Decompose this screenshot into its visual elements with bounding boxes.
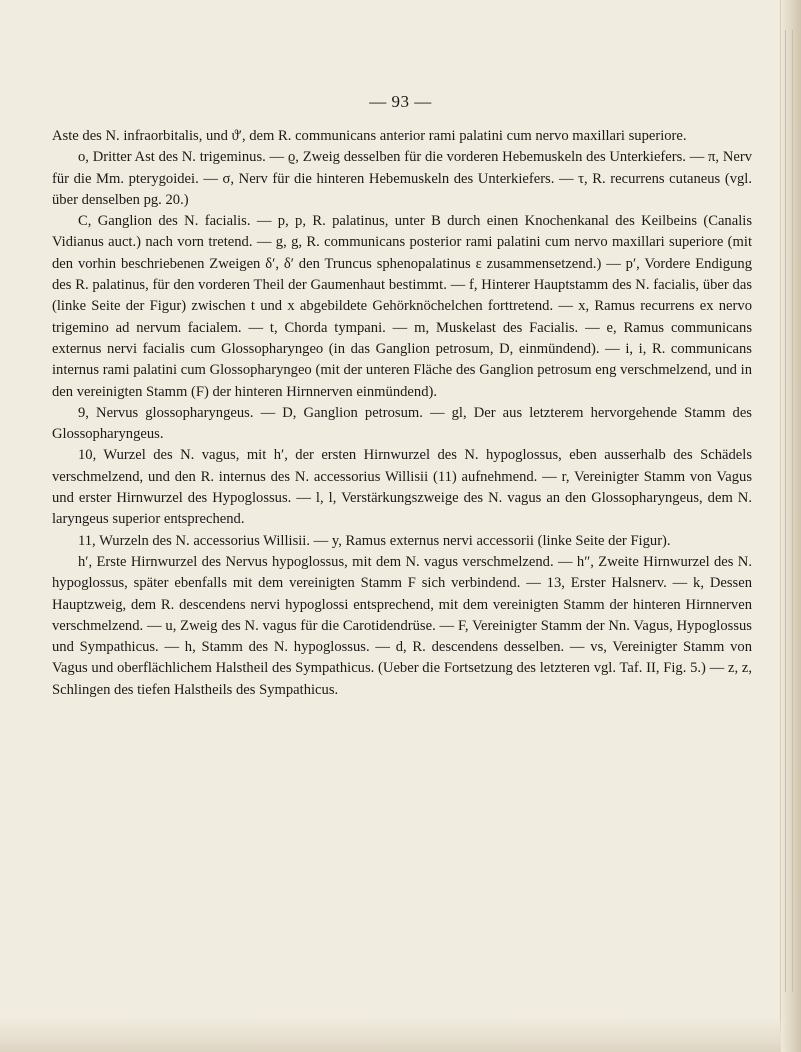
paragraph-6: 11, Wurzeln des N. accessorius Willisii. — y, Ramus externus nervi accessorii (linke Seite der Figur). — [78, 532, 671, 549]
page-bottom-shadow — [0, 1016, 781, 1052]
paragraph-3: C, Ganglion des N. facialis. — p, p, R. palatinus, unter B durch einen Knochenkanal des Keilbeins (Canalis Vidianus auct.) nach vorn tretend. — g, g, R. communicans posterior rami palatini cum nervo maxillari superiore (mit den vorhin beschriebenen Zweigen δ′, δ′ den Truncus sphenopalatinus ε zusammensetzend.) — p′, Vordere Endigung des R. palatinus, für den vorderen Theil der Gaumenhaut bestimmt. — f, Hinterer Hauptstamm des N. facialis, über das (linke Seite der Figur) zwischen t und x abgebildete Gehörknöchelchen forttretend. — x, Ramus recurrens ex nervo trigemino ad nervum facialem. — t, Chorda tympani. — m, Muskelast des Facialis. — e, Ramus communicans externus nervi facialis cum Glossopharyngeo (in das Ganglion petrosum, D, einmündend). — i, i, R. communicans internus rami palatini cum Glossopharyngeo (mit der unteren Fläche des Ganglion petrosum eng verschmelzend, und in den vereinigten Stamm (F) der hinteren Hirnnerven einmündend). — [52, 213, 752, 400]
page-edge — [780, 0, 801, 1052]
page-number: — 93 — — [369, 92, 432, 111]
paragraph-4: 9, Nervus glossopharyngeus. — D, Ganglion petrosum. — gl, Der aus letzterem hervorgehende Stamm des Glossopharyngeus. — [52, 404, 752, 443]
paragraph-5: 10, Wurzel des N. vagus, mit h′, der ersten Hirnwurzel des N. hypoglossus, eben ausserhalb des Schädels verschmelzend, und den R. internus des N. accessorius Willisii (11) aufnehmend. — r, Vereinigter Stamm von Vagus und erster Hirnwurzel des Hypoglossus. — l, l, Verstärkungszweige des N. vagus an den Glossopharyngeus, dem N. laryngeus superior entsprechend. — [52, 447, 752, 528]
paragraph-2: o, Dritter Ast des N. trigeminus. — ϱ, Zweig desselben für die vorderen Hebemuskeln des Unterkiefers. — π, Nerv für die Mm. pterygoidei. — σ, Nerv für die hinteren Hebemuskeln des Unterkiefers. — τ, R. recurrens cutaneus (vgl. über denselben pg. 20.) — [52, 149, 752, 208]
paragraph-7: h′, Erste Hirnwurzel des Nervus hypoglossus, mit dem N. vagus verschmelzend. — h″, Zweite Hirnwurzel des N. hypoglossus, später ebenfalls mit dem vereinigten Stamm F sich verbindend. — 13, Erster Halsnerv. — k, Dessen Hauptzweig, dem R. descendens nervi hypoglossi entsprechend, mit dem vereinigten Stamm der hinteren Hirnnerven verschmelzend. — u, Zweig des N. vagus für die Carotidendrüse. — F, Vereinigter Stamm der Nn. Vagus, Hypoglossus und Sympathicus. — h, Stamm des N. hypoglossus. — d, R. descendens desselben. — vs, Vereinigter Stamm von Vagus und oberflächlichem Halstheil des Sympathicus. (Ueber die Fortsetzung des letzteren vgl. Taf. II, Fig. 5.) — z, z, Schlingen des tiefen Halstheils des Sympathicus. — [52, 553, 752, 698]
document-body — [52, 126, 752, 701]
paragraph-1: Aste des N. infraorbitalis, und ϑ′, dem R. communicans anterior rami palatini cum nervo maxillari superiore. — [52, 128, 687, 144]
